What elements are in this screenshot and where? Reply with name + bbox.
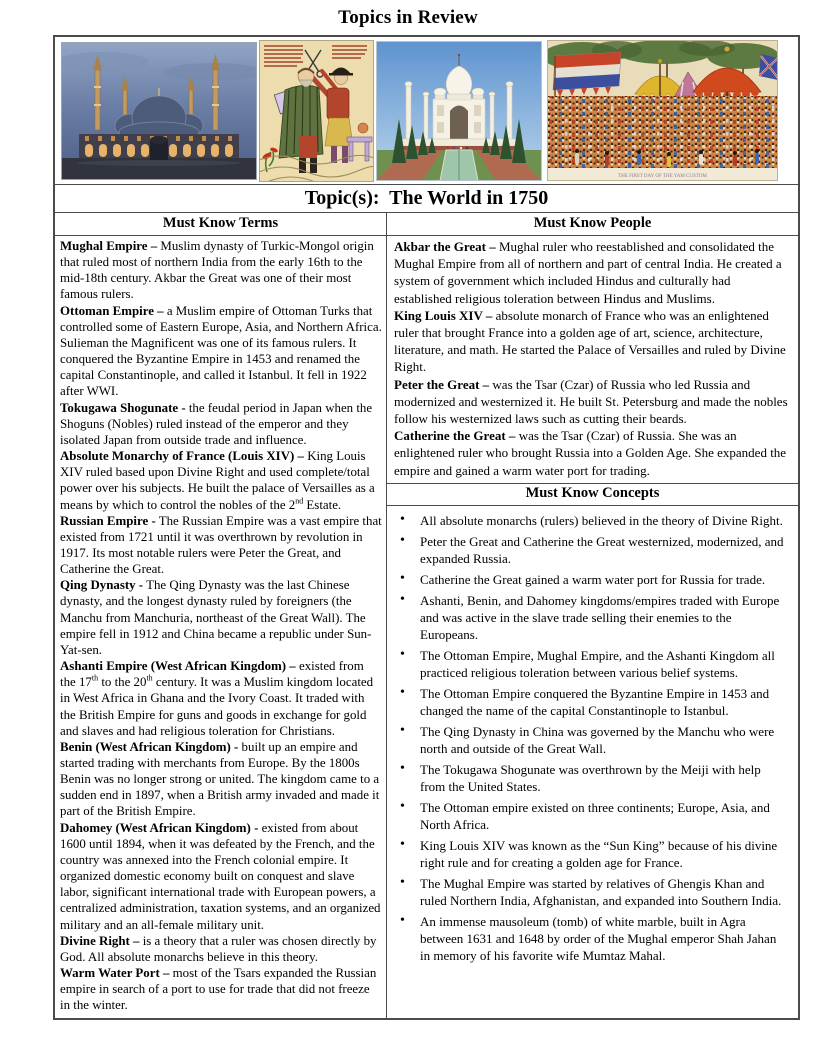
concepts-header: Must Know Concepts xyxy=(387,483,798,506)
term-entry: Ashanti Empire (West African Kingdom) – existed from the 17th to the 20th century. It was a Muslim kingdom located in West Africa in Ghana and the Ivory Coast. It traded with the British Empire for guns and goods in exchange for gold and slaves and had religious toleration for Christians. xyxy=(60,659,374,738)
term-entry: Russian Empire - The Russian Empire was a vast empire that existed from 1721 until it was overthrown by revolution in 1917. Its most notable rulers were Peter the Great, and Catherine the Great. xyxy=(60,513,382,577)
term-entry: Warm Water Port – most of the Tsars expanded the Russian empire in search of a port to use for trade that did not freeze in the winter. xyxy=(60,966,377,1013)
peopl-entry: Akbar the Great – Mughal ruler who reestablished and consolidated the Mughal Empire from all of northern and part of central India. He created a system of government which included Hindus and culturally had established religious toleration between Hindus and Muslims. xyxy=(394,239,782,306)
term-entry: Qing Dynasty - The Qing Dynasty was the last Chinese dynasty, and the longest dynasty ruled by foreigners (the Manchu from Manchuria, northeast of the Great Wall). The empire fell in 1912 and China became a republic under Sun-Yat-sen. xyxy=(60,578,372,657)
term-entry: Divine Right – is a theory that a ruler was chosen directly by God. All absolute monarchs believe in this theory. xyxy=(60,933,377,964)
beard-cutting-woodcut-image xyxy=(259,40,374,182)
peopl-entry: King Louis XIV – absolute monarch of France who was an enlightened ruler that brought France into a golden age of art, science, architecture, literature, and math. He started the Palace of Versailles and ruled by Divine Right. xyxy=(394,307,786,375)
yam-festival-image xyxy=(547,40,778,181)
page-title: Topics in Review xyxy=(338,7,478,28)
term-entry: Absolute Monarchy of France (Louis XIV) – King Louis XIV ruled based upon Divine Right and used complete/total power over his subjects. He built the palace of Versailles as a means by which to control the nobles of the 2nd Estate. xyxy=(60,449,375,512)
terms-cell xyxy=(55,236,387,1018)
term-entry: Ottoman Empire – a Muslim empire of Ottoman Turks that controlled some of Eastern Europe, Asia, and Northern Africa. Sulieman the Magnificent was one of its famous rulers. It conquered the Byzantine Empire in 1453 and renamed the capital Constantinople, and called it Istanbul. It fell in 1922 after WWI. xyxy=(60,303,382,399)
images-row xyxy=(55,37,798,185)
concept-item: • The Ottoman Empire, Mughal Empire, and the Ashanti Kingdom all practiced religious toleration between various belief systems. xyxy=(387,647,798,681)
people-concepts-cell xyxy=(387,236,798,1018)
review-sheet xyxy=(53,35,800,1020)
yam-caption: THE FIRST DAY OF THE YAM CUSTOM xyxy=(618,174,707,179)
concept-item: • The Ottoman Empire conquered the Byzantine Empire in 1453 and changed the name of the capital Constantinople to Istanbul. xyxy=(387,685,798,719)
concept-item: • The Tokugawa Shogunate was overthrown by the Meiji with help from the United States. xyxy=(387,761,798,795)
term-entry: Mughal Empire – Muslim dynasty of Turkic-Mongol origin that ruled most of northern India from the early 16th to the mid-18th century. Akbar the Great was one of their most famous rulers. xyxy=(60,239,374,302)
concept-item: • Ashanti, Benin, and Dahomey kingdoms/empires traded with Europe and was active in the slave trade selling their enemies to the Europeans. xyxy=(387,592,798,643)
peopl-entry: Peter the Great – was the Tsar (Czar) of Russia who led Russia and modernized and westernized it. He built St. Petersburg and made the nobles follow his westernized laws such as cutting their beards. xyxy=(394,376,788,427)
blue-mosque-image xyxy=(61,42,257,180)
peopl-entry: Catherine the Great – was the Tsar (Czar) of Russia. She was an enlightened ruler who brought Russia into a Golden Age. She expanded the empire and gained a warm water port for trading. xyxy=(394,428,787,478)
concept-item: • An immense mausoleum (tomb) of white marble, built in Agra between 1631 and 1648 by order of the Mughal emperor Shah Jahan in memory of his favorite wife Mumtaz Mahal. xyxy=(387,913,798,964)
taj-mahal-image xyxy=(376,41,542,181)
topic-title: Topic(s): The World in 1750 xyxy=(55,185,798,213)
concept-item: • The Mughal Empire was started by relatives of Ghengis Khan and ruled Northern India, Afghanistan, and expanded into Southern India. xyxy=(387,875,798,909)
concept-item: • The Ottoman empire existed on three continents; Europe, Asia, and North Africa. xyxy=(387,799,798,833)
terms-header-cell: Must Know Terms xyxy=(55,213,387,236)
people-section xyxy=(387,236,798,482)
term-entry: Tokugawa Shogunate - the feudal period in Japan when the Shoguns (Nobles) ruled instead of the emperor and they isolated Japan from outside trade and influence. xyxy=(60,400,373,447)
concept-item: • All absolute monarchs (rulers) believed in the theory of Divine Right. xyxy=(387,512,798,529)
concept-item: • Peter the Great and Catherine the Great westernized, modernized, and expanded Russia. xyxy=(387,533,798,567)
concepts-list xyxy=(387,512,798,972)
concept-item: • The Qing Dynasty in China was governed by the Manchu who were north and outside of the Great Wall. xyxy=(387,723,798,757)
concept-item: • Catherine the Great gained a warm water port for Russia for trade. xyxy=(387,571,798,588)
term-entry: Dahomey (West African Kingdom) - existed from about 1600 until 1894, when it was defeated by the French, and the country was annexed into the French colonial empire. It organized domestic economy built on conquest and slave labor, significant international trade with European powers, a centralized administration, taxation systems, and an organized military and an all-female military unit. xyxy=(60,820,381,932)
term-entry: Benin (West African Kingdom) - built up an empire and started trading with merchants from Europe. By the 1800s Benin was no longer strong or united. The kingdom came to a sudden end in 1897, when a British army invaded and made it part of the British Empire. xyxy=(60,739,380,819)
concept-item: • King Louis XIV was known as the “Sun King” because of his divine right rule and for creating a golden age for France. xyxy=(387,837,798,871)
people-header-cell: Must Know People xyxy=(387,213,798,236)
